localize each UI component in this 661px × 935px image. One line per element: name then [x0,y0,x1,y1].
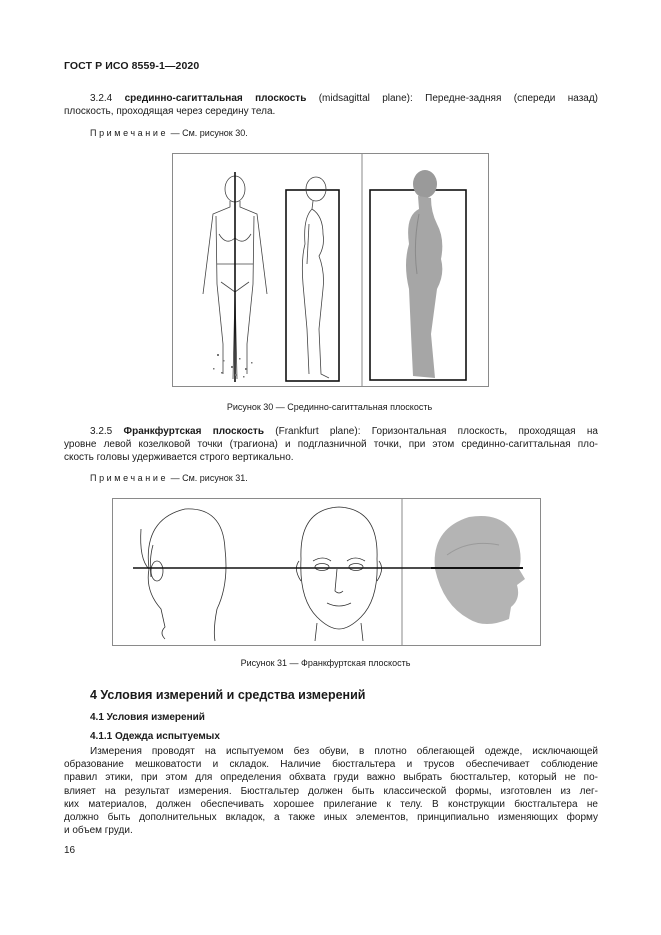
term-number: 3.2.5 [90,426,113,437]
body-line: Измерения проводят на испытуемом без обуви, в плотно облегающей одежде, исключающей [90,746,598,757]
note-label: Примечание [90,128,169,138]
term-definition-end: скость головы удерживается строго вертикально. [64,452,294,464]
side-view-figure [302,177,329,378]
section-4-1-heading: 4.1 Условия измерений [90,712,205,723]
figure-30 [172,153,489,387]
term-definition-end: плоскость, проходящая через середину тела. [64,106,276,118]
scanned-head-photo [435,516,525,624]
body-line: образование мешковатости и складок. Наличие бюстгальтера и трусов обеспечивает соблюдение [64,759,598,771]
term-definition-start: (Frankfurt plane): Горизонтальная плоскость, проходящая на [275,426,598,437]
term-name: срединно-сагиттальная плоскость [124,93,307,104]
term-name: Франкфуртская плоскость [123,426,264,437]
note-label: Примечание [90,473,169,483]
front-head-drawing [296,507,381,641]
document-header: ГОСТ Р ИСО 8559-1—2020 [64,60,200,72]
section-4-heading: 4 Условия измерений и средства измерений [90,688,366,702]
term-3-2-5 [64,425,598,465]
term-definition-start: (midsagittal plane): Передне-задняя (спереди назад) [318,93,599,104]
term-number: 3.2.4 [90,93,113,104]
figure-30-drawing [173,154,488,386]
note-text: — См. рисунок 31. [170,473,248,483]
figure-31 [112,498,541,646]
body-line: влияет на результат измерения. Бюстгальтер должен быть классической формы, изготовлен из лег- [64,785,598,797]
body-line: должно быть дополнительных вкладок, а также иных элементов, принципиально изменяющих форму [64,812,598,824]
note-text: — См. рисунок 30. [170,128,248,138]
figure-31-caption: Рисунок 31 — Франкфуртская плоскость [240,658,411,668]
section-4-1-1-heading: 4.1.1 Одежда испытуемых [90,731,220,742]
scanned-body-photo [370,170,466,380]
body-line: правил этики, при этом для определения обхвата груди важно выбрать бюстгальтер, который не по- [64,772,598,784]
term-definition-middle: уровне левой козелковой точки (трагиона) и подглазничной точки, при этом срединно-сагиттальная пло- [64,439,598,451]
note-figure-31 [90,473,248,483]
page-number: 16 [64,845,76,856]
figure-30-caption: Рисунок 30 — Срединно-сагиттальная плоскость [226,402,433,412]
term-3-2-4 [64,92,598,118]
profile-head-drawing [141,509,226,641]
note-figure-30 [90,128,248,138]
figure-31-drawing [113,499,540,645]
side-view-frame [286,190,339,381]
body-line: и объем груди. [64,825,133,837]
section-4-1-1-body [64,745,598,837]
body-line: ких материалов, должен обеспечивать хорошее прилегание к телу. В конструкции бюстгальтера не [64,798,598,810]
